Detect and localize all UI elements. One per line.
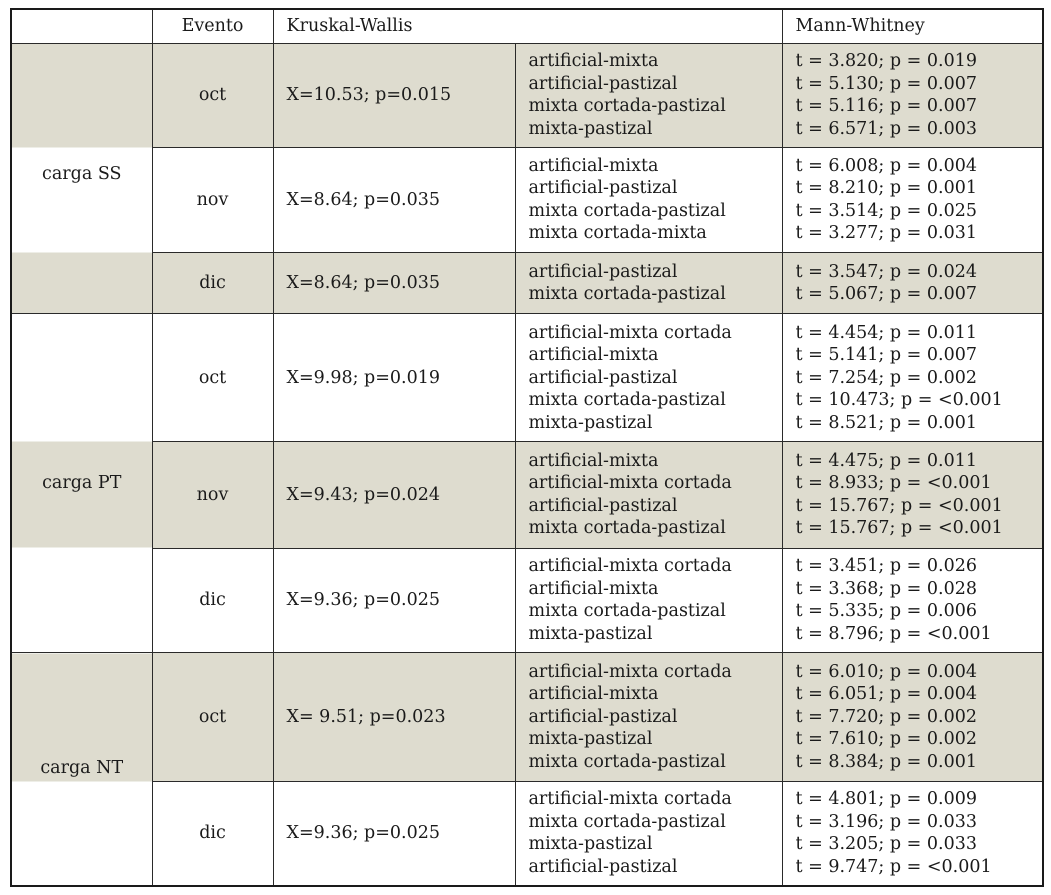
kruskal-wallis-cell: X=9.36; p=0.025	[273, 781, 515, 886]
kruskal-wallis-cell: X=9.98; p=0.019	[273, 314, 515, 442]
mann-whitney-line: t = 3.196; p = 0.033	[795, 811, 977, 832]
evento-cell: dic	[152, 548, 273, 653]
pair-line: artificial-pastizal	[528, 367, 678, 388]
mann-whitney-line: t = 15.767; p = <0.001	[795, 495, 1003, 516]
pair-line: artificial-pastizal	[528, 706, 678, 727]
mann-whitney-line: t = 8.521; p = 0.001	[795, 412, 977, 433]
table-row	[11, 314, 1043, 442]
pair-line: artificial-pastizal	[528, 178, 678, 199]
table-row	[11, 548, 1043, 653]
pair-line: mixta cortada-pastizal	[528, 601, 726, 622]
mann-whitney-cell	[782, 147, 1043, 253]
header-group	[11, 9, 152, 44]
pairs-cell	[515, 44, 782, 148]
pair-line: artificial-mixta	[528, 345, 659, 365]
mann-whitney-line: t = 15.767; p = <0.001	[795, 518, 1003, 539]
pairs-cell	[515, 781, 782, 886]
table-row	[11, 253, 1043, 314]
kruskal-wallis-cell: X= 9.51; p=0.023	[273, 653, 515, 782]
mann-whitney-line: t = 7.720; p = 0.002	[795, 706, 977, 727]
pair-line: mixta cortada-pastizal	[528, 284, 726, 305]
kruskal-wallis-cell: X=8.64; p=0.035	[273, 147, 515, 253]
mann-whitney-line: t = 3.514; p = 0.025	[795, 200, 977, 221]
table-row	[11, 442, 1043, 549]
mann-whitney-line: t = 7.610; p = 0.002	[795, 729, 977, 750]
group-label: carga PT	[11, 314, 152, 653]
pair-line: artificial-mixta	[528, 684, 659, 705]
mann-whitney-line: t = 6.008; p = 0.004	[795, 155, 977, 176]
mann-whitney-cell	[782, 653, 1043, 782]
kruskal-wallis-cell: X=10.53; p=0.015	[273, 44, 515, 148]
results-table	[10, 8, 1044, 887]
mann-whitney-line: t = 5.335; p = 0.006	[795, 601, 977, 622]
pair-line: mixta cortada-pastizal	[528, 518, 726, 539]
pair-line: artificial-mixta cortada	[528, 661, 732, 682]
mann-whitney-line: t = 7.254; p = 0.002	[795, 367, 977, 388]
mann-whitney-cell	[782, 442, 1043, 549]
mann-whitney-line: t = 4.454; p = 0.011	[795, 322, 977, 343]
mann-whitney-line: t = 3.820; p = 0.019	[795, 51, 977, 72]
group-label: carga SS	[11, 44, 152, 314]
mann-whitney-line: t = 5.130; p = 0.007	[795, 73, 977, 94]
evento-cell: oct	[152, 314, 273, 442]
pair-line: artificial-mixta	[528, 51, 659, 72]
mann-whitney-cell	[782, 781, 1043, 886]
table-row	[11, 653, 1043, 782]
mann-whitney-line: t = 8.796; p = <0.001	[795, 623, 992, 644]
mann-whitney-cell	[782, 44, 1043, 148]
mann-whitney-line: t = 5.067; p = 0.007	[795, 284, 977, 305]
pairs-cell	[515, 548, 782, 653]
pair-line: mixta cortada-pastizal	[528, 390, 726, 410]
pair-line: mixta cortada-pastizal	[528, 811, 726, 832]
mann-whitney-line: t = 10.473; p = <0.001	[795, 390, 1003, 410]
pair-line: artificial-mixta	[528, 450, 659, 471]
pair-line: artificial-mixta	[528, 155, 659, 176]
pair-line: artificial-mixta cortada	[528, 789, 732, 810]
mann-whitney-line: t = 6.010; p = 0.004	[795, 661, 977, 682]
mann-whitney-line: t = 6.051; p = 0.004	[795, 684, 977, 705]
header-mann-whitney: Mann-Whitney	[782, 9, 1043, 44]
evento-cell: oct	[152, 44, 273, 148]
header-evento: Evento	[152, 9, 273, 44]
pair-line: mixta-pastizal	[528, 834, 653, 855]
pair-line: artificial-pastizal	[528, 495, 678, 516]
pairs-cell	[515, 253, 782, 314]
pairs-cell	[515, 653, 782, 782]
mann-whitney-line: t = 8.384; p = 0.001	[795, 751, 977, 772]
mann-whitney-line: t = 3.277; p = 0.031	[795, 223, 977, 244]
mann-whitney-line: t = 3.547; p = 0.024	[795, 261, 977, 282]
evento-cell: nov	[152, 147, 273, 253]
table-row	[11, 44, 1043, 148]
kruskal-wallis-cell: X=9.43; p=0.024	[273, 442, 515, 549]
mann-whitney-cell	[782, 548, 1043, 653]
mann-whitney-line: t = 3.451; p = 0.026	[795, 556, 977, 577]
pair-line: mixta cortada-pastizal	[528, 96, 726, 117]
mann-whitney-line: t = 4.475; p = 0.011	[795, 450, 977, 471]
pair-line: artificial-mixta cortada	[528, 322, 732, 343]
mann-whitney-line: t = 5.141; p = 0.007	[795, 345, 977, 365]
mann-whitney-cell	[782, 314, 1043, 442]
mann-whitney-cell	[782, 253, 1043, 314]
table-body	[11, 44, 1043, 887]
pair-line: artificial-mixta cortada	[528, 556, 732, 577]
pairs-cell	[515, 442, 782, 549]
mann-whitney-line: t = 6.571; p = 0.003	[795, 118, 977, 139]
pair-line: mixta-pastizal	[528, 623, 653, 644]
kruskal-wallis-cell: X=9.36; p=0.025	[273, 548, 515, 653]
mann-whitney-line: t = 5.116; p = 0.007	[795, 96, 977, 117]
pair-line: artificial-pastizal	[528, 856, 678, 877]
mann-whitney-line: t = 8.933; p = <0.001	[795, 473, 992, 494]
header-kruskal-wallis: Kruskal-Wallis	[273, 9, 515, 44]
pairs-cell	[515, 314, 782, 442]
pair-line: mixta cortada-pastizal	[528, 751, 726, 772]
pair-line: artificial-pastizal	[528, 261, 678, 282]
table-row	[11, 147, 1043, 253]
header-pairs	[515, 9, 782, 44]
pair-line: mixta-pastizal	[528, 118, 653, 139]
header-row	[11, 9, 1043, 44]
pairs-cell	[515, 147, 782, 253]
group-label: carga NT	[11, 653, 152, 886]
mann-whitney-line: t = 3.205; p = 0.033	[795, 834, 977, 855]
pair-line: mixta cortada-pastizal	[528, 200, 726, 221]
mann-whitney-line: t = 4.801; p = 0.009	[795, 789, 977, 810]
pair-line: mixta cortada-mixta	[528, 223, 707, 244]
pair-line: artificial-pastizal	[528, 73, 678, 94]
kruskal-wallis-cell: X=8.64; p=0.035	[273, 253, 515, 314]
mann-whitney-line: t = 9.747; p = <0.001	[795, 856, 992, 877]
mann-whitney-line: t = 8.210; p = 0.001	[795, 178, 977, 199]
evento-cell: oct	[152, 653, 273, 782]
pair-line: artificial-mixta cortada	[528, 473, 732, 494]
evento-cell: dic	[152, 253, 273, 314]
evento-cell: dic	[152, 781, 273, 886]
table-row	[11, 781, 1043, 886]
pair-line: artificial-mixta	[528, 578, 659, 599]
evento-cell: nov	[152, 442, 273, 549]
pair-line: mixta-pastizal	[528, 729, 653, 750]
mann-whitney-line: t = 3.368; p = 0.028	[795, 578, 977, 599]
pair-line: mixta-pastizal	[528, 412, 653, 433]
